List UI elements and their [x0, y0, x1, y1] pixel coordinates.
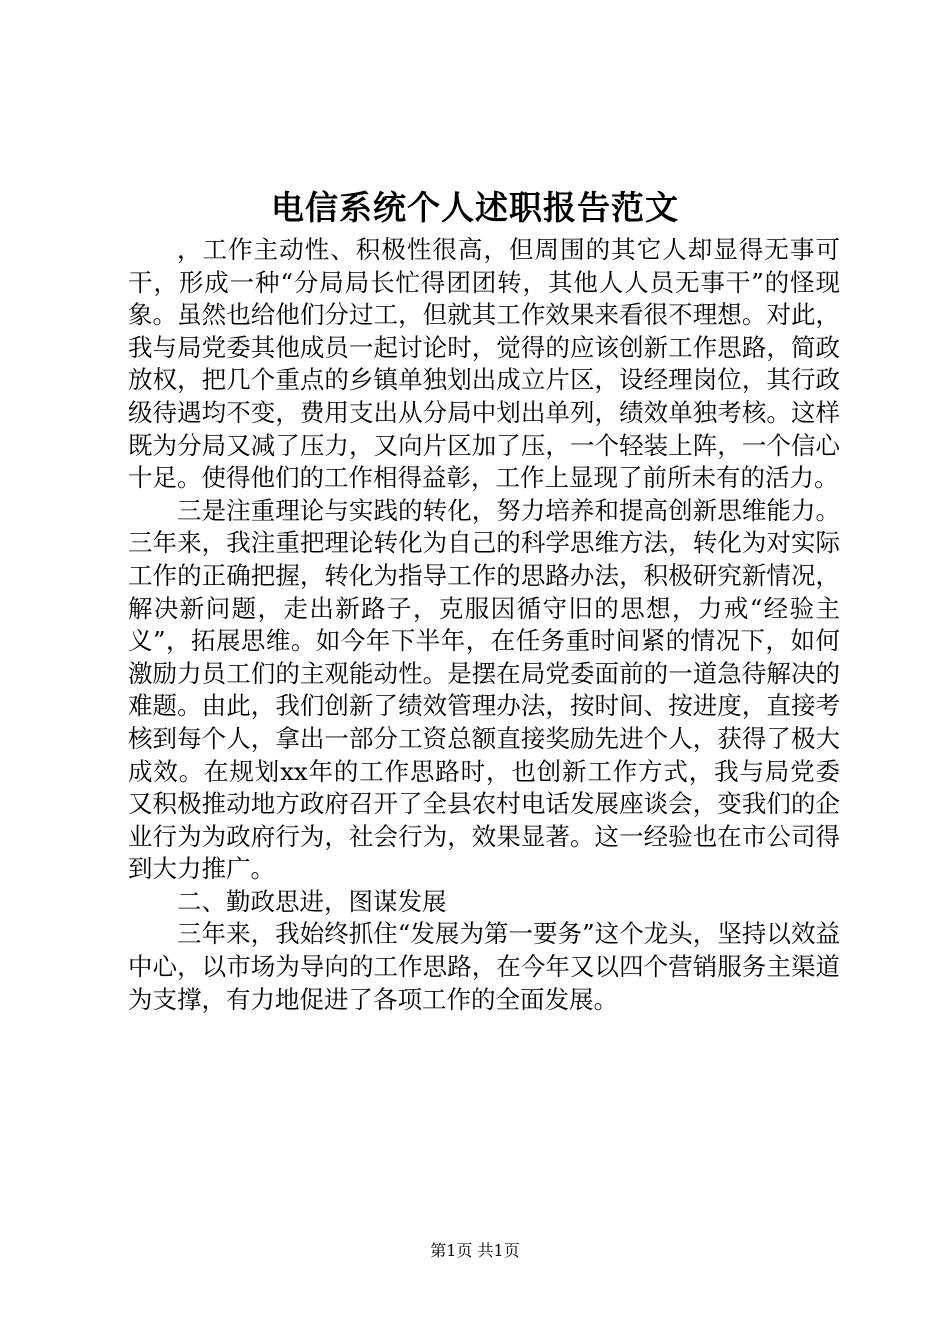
paragraph-1: ，工作主动性、积极性很高，但周围的其它人却显得无事可干，形成一种“分局局长忙得团团转，其他人人员无事干”的怪现象。虽然也给他们分过工，但就其工作效果来看很不理想。对此，我与局党委其他成员一起讨论时，觉得的应该创新工作思路，简政放权，把几个重点的乡镇单独划出成立片区，设经理岗位，其行政级待遇均不变，费用支出从分局中划出单列，绩效单独考核。这样既为分局又减了压力，又向片区加了压，一个轻装上阵，一个信心十足。使得他们的工作相得益彰，工作上显现了前所未有的活力。 — [128, 235, 840, 493]
paragraph-3: 三年来，我始终抓住“发展为第一要务”这个龙头，坚持以效益中心，以市场为导向的工作思路，在今年又以四个营销服务主渠道为支撑，有力地促进了各项工作的全面发展。 — [128, 919, 840, 1014]
page-footer: 第1页 共1页 — [430, 1241, 520, 1260]
section-heading: 二、勤政思进，图谋发展 — [177, 886, 447, 916]
paragraph-2: 三是注重理论与实践的转化，努力培养和提高创新思维能力。三年来，我注重把理论转化为自己的科学思维方法，转化为对实际工作的正确把握，转化为指导工作的思路办法，积极研究新情况，解决新问题，走出新路子，克服因循守旧的思想，力戒“经验主义”，拓展思维。如今年下半年，在任务重时间紧的情况下，如何激励力员工们的主观能动性。是摆在局党委面前的一道急待解决的难题。由此，我们创新了绩效管理办法，按时间、按进度，直接考核到每个人，拿出一部分工资总额直接奖励先进个人，获得了极大成效。在规划xx年的工作思路时，也创新工作方式，我与局党委又积极推动地方政府召开了全县农村电话发展座谈会，变我们的企业行为为政府行为，社会行为，效果显著。这一经验也在市公司得到大力推广。 — [128, 495, 840, 884]
document-body — [128, 234, 840, 1016]
document-title: 电信系统个人述职报告范文 — [271, 188, 679, 227]
